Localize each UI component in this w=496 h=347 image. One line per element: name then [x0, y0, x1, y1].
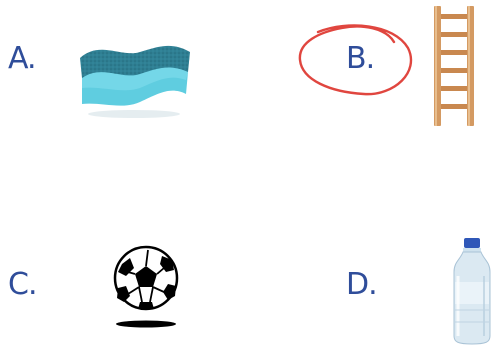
sponge-image[interactable] — [74, 36, 194, 120]
soccer-ball-image[interactable] — [108, 244, 186, 330]
water-bottle-image[interactable] — [446, 236, 496, 346]
ladder-image[interactable] — [430, 4, 478, 126]
option-b-label: B. — [346, 41, 375, 76]
answer-circle-mark — [290, 18, 420, 102]
option-a-label: A. — [8, 41, 36, 76]
option-c-label: C. — [8, 267, 37, 302]
option-d-label: D. — [346, 267, 377, 302]
